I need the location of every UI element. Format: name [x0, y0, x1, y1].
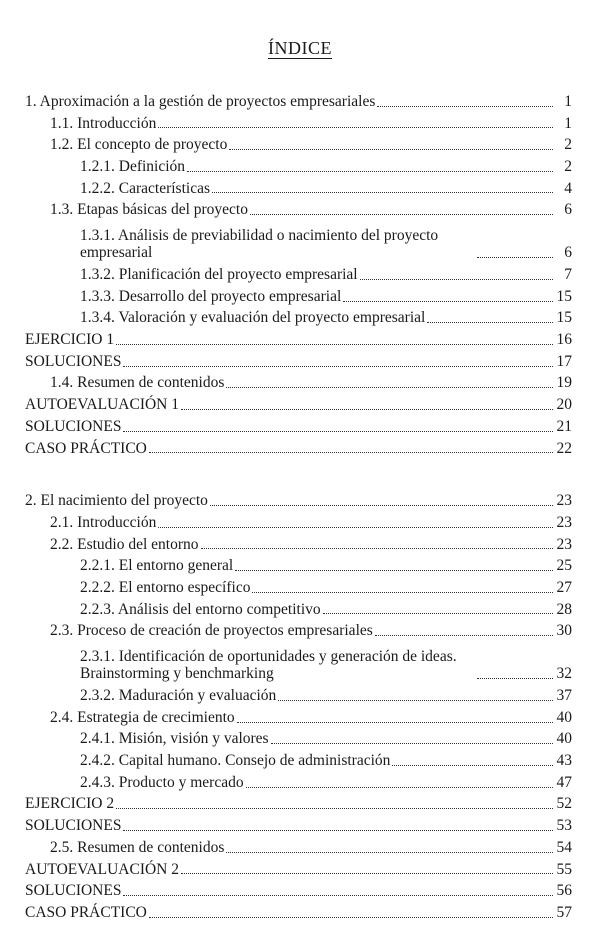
toc-entry-page: 53 — [556, 817, 572, 835]
toc-entry[interactable] — [25, 132, 572, 154]
dot-leader — [323, 613, 553, 614]
toc-entry-page: 54 — [556, 838, 572, 856]
dot-leader — [377, 106, 553, 107]
toc-entry-title: 1.3.3. Desarrollo del proyecto empresarial — [80, 287, 342, 305]
toc-entry-page: 6 — [564, 201, 572, 219]
toc-entry-title: 2.4.2. Capital humano. Consejo de administración — [80, 752, 391, 770]
toc-entry[interactable] — [25, 111, 572, 133]
toc-entry-page: 43 — [556, 752, 572, 770]
dot-leader — [181, 409, 553, 410]
toc-entry-page: 16 — [556, 331, 572, 349]
dot-leader — [252, 592, 553, 593]
toc-entry-page: 37 — [556, 687, 572, 704]
toc-entry[interactable] — [25, 488, 572, 510]
toc-entry-page: 28 — [556, 600, 572, 618]
toc-entry[interactable] — [25, 792, 572, 814]
toc-entry-page: 52 — [556, 795, 572, 813]
toc-entry-title: 1.2.2. Características — [80, 179, 210, 197]
toc-entry-page: 57 — [556, 903, 572, 921]
toc-entry-title: SOLUCIONES — [25, 352, 122, 370]
index-title — [0, 38, 600, 59]
toc-entry-title: 2.4. Estrategia de crecimiento — [50, 708, 235, 726]
dot-leader — [123, 431, 553, 432]
toc-entry-title: 1.3.1. Análisis de previabilidad o nacimiento del proyecto empresarial — [80, 226, 439, 262]
toc-entry-page: 17 — [556, 352, 572, 370]
toc-entry[interactable] — [25, 154, 572, 176]
toc-entry-page: 40 — [556, 730, 572, 748]
toc-entry-page: 2 — [564, 136, 572, 154]
dot-leader — [123, 366, 553, 367]
toc-entry[interactable] — [25, 176, 572, 198]
dot-leader — [201, 548, 553, 549]
toc-entry-page: 22 — [556, 439, 572, 457]
toc-entry[interactable] — [25, 284, 572, 306]
toc-entry-page: 15 — [556, 309, 572, 327]
toc-entry-title: AUTOEVALUACIÓN 1 — [25, 396, 179, 414]
dot-leader — [123, 895, 553, 896]
toc-entry-title: 2.4.3. Producto y mercado — [80, 773, 244, 791]
dot-leader — [226, 852, 553, 853]
toc-entry[interactable] — [25, 770, 572, 792]
toc-entry-title: 2.3.1. Identificación de oportunidades y generación de ideas. Brainstorming y benchmarking — [80, 647, 457, 683]
chapter-separator — [25, 457, 572, 488]
toc-entry-title: SOLUCIONES — [25, 817, 122, 835]
dot-leader — [246, 787, 553, 788]
toc-entry[interactable] — [25, 262, 572, 284]
toc-entry-title: 1. Aproximación a la gestión de proyectos empresariales — [25, 92, 376, 110]
toc-entry-page: 23 — [556, 492, 572, 510]
toc-entry-title: 2. El nacimiento del proyecto — [25, 492, 208, 510]
toc-entry-page: 23 — [556, 535, 572, 553]
toc-entry[interactable] — [25, 553, 572, 575]
dot-leader — [226, 387, 553, 388]
dot-leader — [158, 127, 553, 128]
toc-entry-title: 2.2.2. El entorno específico — [80, 578, 251, 596]
toc-entry-title: 2.4.1. Misión, visión y valores — [80, 730, 269, 748]
toc-entry[interactable] — [25, 197, 572, 219]
toc-entry[interactable] — [25, 857, 572, 879]
dot-leader — [149, 452, 553, 453]
toc-entry-page: 55 — [556, 860, 572, 878]
dot-leader — [187, 171, 553, 172]
toc-entry-page: 47 — [556, 773, 572, 791]
toc-entry[interactable] — [25, 727, 572, 749]
toc-entry-title: SOLUCIONES — [25, 417, 122, 435]
toc-entry[interactable] — [25, 436, 572, 458]
toc-entry-page: 20 — [556, 396, 572, 414]
toc-entry[interactable] — [25, 575, 572, 597]
toc-entry-page: 30 — [556, 622, 572, 640]
dot-leader — [116, 808, 553, 809]
toc-entry-title: CASO PRÁCTICO — [25, 439, 147, 457]
toc-entry-page: 40 — [556, 708, 572, 726]
toc-entry[interactable] — [25, 349, 572, 371]
toc-entry[interactable] — [25, 327, 572, 349]
toc-entry-title: 2.2. Estudio del entorno — [50, 535, 199, 553]
toc-entry[interactable] — [25, 306, 572, 328]
toc-entry-title: 2.1. Introducción — [50, 513, 157, 531]
toc-entry[interactable] — [25, 618, 572, 640]
toc-entry-title: 1.3. Etapas básicas del proyecto — [50, 201, 248, 219]
toc-entry-page: 56 — [556, 882, 572, 900]
toc-entry-title: SOLUCIONES — [25, 882, 122, 900]
dot-leader — [477, 678, 553, 679]
toc-entry-page: 21 — [556, 417, 572, 435]
toc-entry[interactable] — [25, 900, 572, 922]
toc-entry-page: 27 — [556, 578, 572, 596]
toc-entry-title: 1.2. El concepto de proyecto — [50, 136, 228, 154]
toc-entry-page: 7 — [564, 266, 572, 283]
toc-entry[interactable] — [25, 813, 572, 835]
dot-leader — [116, 344, 553, 345]
dot-leader — [278, 700, 553, 701]
toc-entry[interactable] — [25, 532, 572, 554]
toc-entry[interactable] — [25, 748, 572, 770]
toc-entry[interactable] — [25, 640, 572, 683]
toc-entry[interactable] — [25, 878, 572, 900]
dot-leader — [250, 214, 553, 215]
toc-entry-title: AUTOEVALUACIÓN 2 — [25, 860, 179, 878]
dot-leader — [392, 765, 553, 766]
toc-entry-title: 1.1. Introducción — [50, 114, 157, 132]
toc-entry-page: 25 — [556, 557, 572, 575]
toc-entry-page: 1 — [564, 114, 572, 132]
toc-entry-title: 2.3.2. Maduración y evaluación — [80, 687, 277, 704]
dot-leader — [123, 830, 553, 831]
toc-entry-title: 1.4. Resumen de contenidos — [50, 374, 225, 392]
toc-entry[interactable] — [25, 392, 572, 414]
toc-entry-page: 2 — [564, 157, 572, 175]
toc-entry-title: EJERCICIO 2 — [25, 795, 115, 813]
toc-entry-title: 2.2.1. El entorno general — [80, 557, 234, 575]
toc-entry[interactable] — [25, 371, 572, 393]
toc-entry[interactable] — [25, 683, 572, 705]
toc-entry[interactable] — [25, 414, 572, 436]
table-of-contents — [25, 89, 572, 922]
dot-leader — [343, 301, 553, 302]
dot-leader — [237, 722, 553, 723]
dot-leader — [375, 635, 553, 636]
toc-entry-title: 2.5. Resumen de contenidos — [50, 838, 225, 856]
toc-entry[interactable] — [25, 219, 572, 262]
toc-entry[interactable] — [25, 835, 572, 857]
toc-entry-title: 1.3.2. Planificación del proyecto empresarial — [80, 266, 358, 283]
dot-leader — [271, 743, 553, 744]
dot-leader — [427, 322, 553, 323]
toc-entry-page: 32 — [556, 665, 572, 683]
toc-entry-title: 2.2.3. Análisis del entorno competitivo — [80, 600, 321, 618]
toc-entry[interactable] — [25, 89, 572, 111]
dot-leader — [210, 505, 553, 506]
toc-entry-page: 15 — [556, 287, 572, 305]
toc-entry-page: 19 — [556, 374, 572, 392]
toc-entry-title: 1.3.4. Valoración y evaluación del proyecto empresarial — [80, 309, 426, 327]
toc-entry-title: 2.3. Proceso de creación de proyectos empresariales — [50, 622, 373, 640]
dot-leader — [158, 527, 553, 528]
toc-entry[interactable] — [25, 510, 572, 532]
toc-entry-page: 6 — [564, 244, 572, 262]
toc-entry-page: 1 — [564, 92, 572, 110]
dot-leader — [477, 257, 553, 258]
dot-leader — [229, 149, 553, 150]
toc-entry[interactable] — [25, 597, 572, 619]
index-title-text: ÍNDICE — [268, 38, 332, 58]
toc-entry[interactable] — [25, 705, 572, 727]
toc-entry-title: CASO PRÁCTICO — [25, 903, 147, 921]
dot-leader — [149, 917, 553, 918]
toc-entry-title: EJERCICIO 1 — [25, 331, 115, 349]
dot-leader — [212, 192, 553, 193]
dot-leader — [181, 873, 553, 874]
toc-entry-page: 23 — [556, 513, 572, 531]
dot-leader — [360, 279, 553, 280]
dot-leader — [235, 570, 553, 571]
toc-entry-title: 1.2.1. Definición — [80, 157, 186, 175]
toc-entry-page: 4 — [564, 179, 572, 197]
